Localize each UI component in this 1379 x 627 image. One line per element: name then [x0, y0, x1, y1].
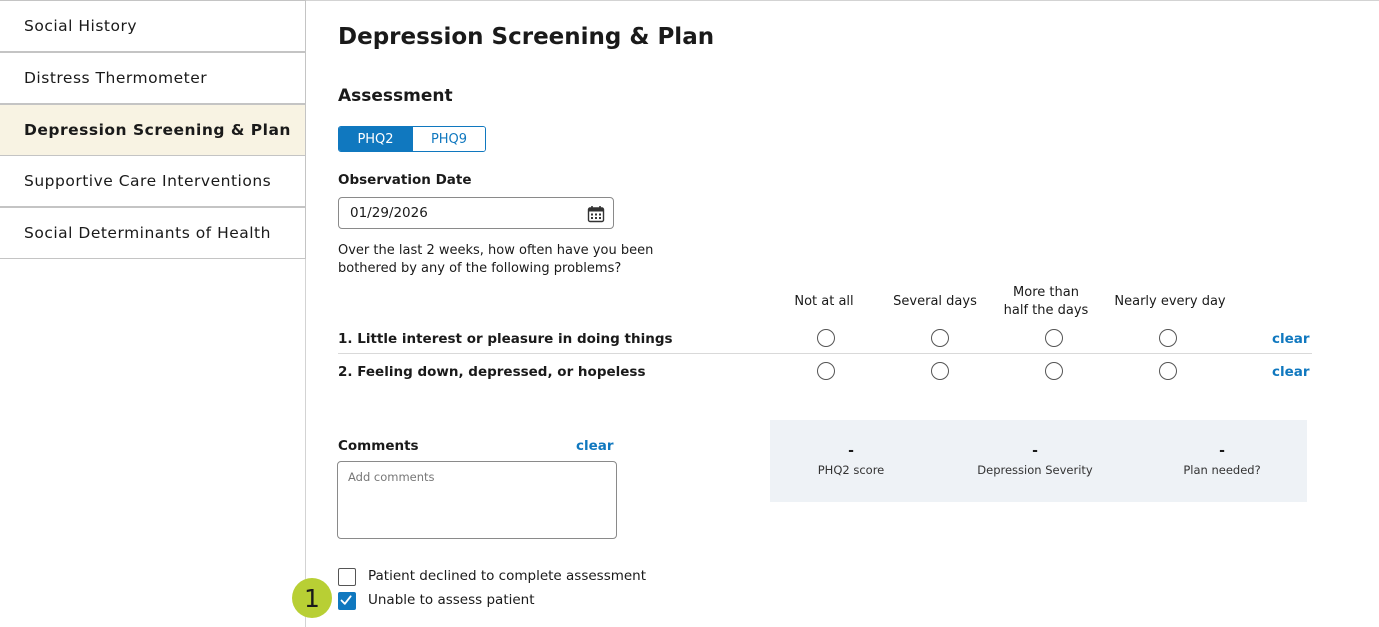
- row-2-nearly-every-day-radio[interactable]: [1159, 362, 1177, 380]
- row-2-not-at-all-radio[interactable]: [817, 362, 835, 380]
- unable-to-assess-label: Unable to assess patient: [368, 592, 535, 608]
- observation-date-field[interactable]: [338, 197, 614, 229]
- phq9-toggle-button[interactable]: PHQ9: [412, 127, 485, 151]
- page-title: Depression Screening & Plan: [338, 24, 715, 50]
- screening-question-line-2: bothered by any of the following problems?: [338, 261, 622, 276]
- sidebar-item-social-determinants[interactable]: [0, 207, 306, 259]
- score-summary-panel: [770, 420, 1307, 502]
- question-row-1-label: 1. Little interest or pleasure in doing things: [338, 331, 673, 347]
- sidebar-item-label: Social Determinants of Health: [24, 224, 271, 242]
- phq2-score-label: PHQ2 score: [817, 463, 885, 477]
- column-header-more-than-half: More than half the days: [1003, 285, 1089, 318]
- calendar-icon[interactable]: [587, 205, 605, 223]
- comments-textarea[interactable]: [337, 461, 617, 539]
- column-header-not-at-all: Not at all: [794, 294, 854, 309]
- row-1-clear-link[interactable]: clear: [1272, 331, 1310, 347]
- unable-to-assess-checkbox[interactable]: [338, 592, 356, 610]
- phq2-score-value: -: [848, 443, 854, 459]
- sidebar-item-social-history[interactable]: [0, 0, 306, 52]
- comments-clear-link[interactable]: clear: [576, 438, 614, 454]
- step-number-badge: 1: [292, 578, 332, 618]
- plan-needed-value: -: [1219, 443, 1225, 459]
- sidebar-nav: [0, 0, 306, 627]
- phq2-toggle-button[interactable]: PHQ2: [339, 127, 412, 151]
- section-title-assessment: Assessment: [338, 86, 453, 106]
- column-header-several-days: Several days: [893, 294, 977, 309]
- row-2-clear-link[interactable]: clear: [1272, 364, 1310, 380]
- patient-declined-label: Patient declined to complete assessment: [368, 568, 647, 584]
- depression-severity-value: -: [1032, 443, 1038, 459]
- depression-severity-label: Depression Severity: [977, 463, 1093, 477]
- sidebar-item-supportive-care[interactable]: [0, 155, 306, 207]
- plan-needed: [1172, 442, 1272, 477]
- screening-question: [338, 242, 668, 278]
- sidebar-item-label: Depression Screening & Plan: [24, 121, 291, 139]
- observation-date-value: 01/29/2026: [350, 205, 428, 221]
- sidebar-item-label: Social History: [24, 17, 138, 35]
- plan-needed-label: Plan needed?: [1183, 463, 1261, 477]
- sidebar-item-depression-screening[interactable]: [0, 104, 306, 156]
- row-2-more-than-half-radio[interactable]: [1045, 362, 1063, 380]
- row-1-several-days-radio[interactable]: [931, 329, 949, 347]
- row-2-several-days-radio[interactable]: [931, 362, 949, 380]
- row-1-more-than-half-radio[interactable]: [1045, 329, 1063, 347]
- patient-declined-checkbox[interactable]: [338, 568, 356, 586]
- row-divider: [338, 353, 1312, 354]
- sidebar-item-label: Distress Thermometer: [24, 69, 208, 87]
- comments-placeholder: Add comments: [348, 470, 435, 484]
- question-row-2-label: 2. Feeling down, depressed, or hopeless: [338, 364, 646, 380]
- comments-label: Comments: [338, 438, 419, 454]
- row-1-nearly-every-day-radio[interactable]: [1159, 329, 1177, 347]
- phq2-score: [801, 442, 901, 477]
- checkmark-icon: [339, 593, 354, 608]
- screening-question-line-1: Over the last 2 weeks, how often have you been: [338, 243, 654, 258]
- row-1-not-at-all-radio[interactable]: [817, 329, 835, 347]
- questionnaire-toggle: [338, 126, 486, 152]
- top-divider: [306, 0, 1379, 1]
- depression-severity: [970, 442, 1100, 477]
- column-header-nearly-every-day: Nearly every day: [1114, 294, 1226, 309]
- sidebar-item-label: Supportive Care Interventions: [24, 172, 272, 190]
- observation-date-label: Observation Date: [338, 172, 472, 188]
- sidebar-item-distress-thermometer[interactable]: [0, 52, 306, 104]
